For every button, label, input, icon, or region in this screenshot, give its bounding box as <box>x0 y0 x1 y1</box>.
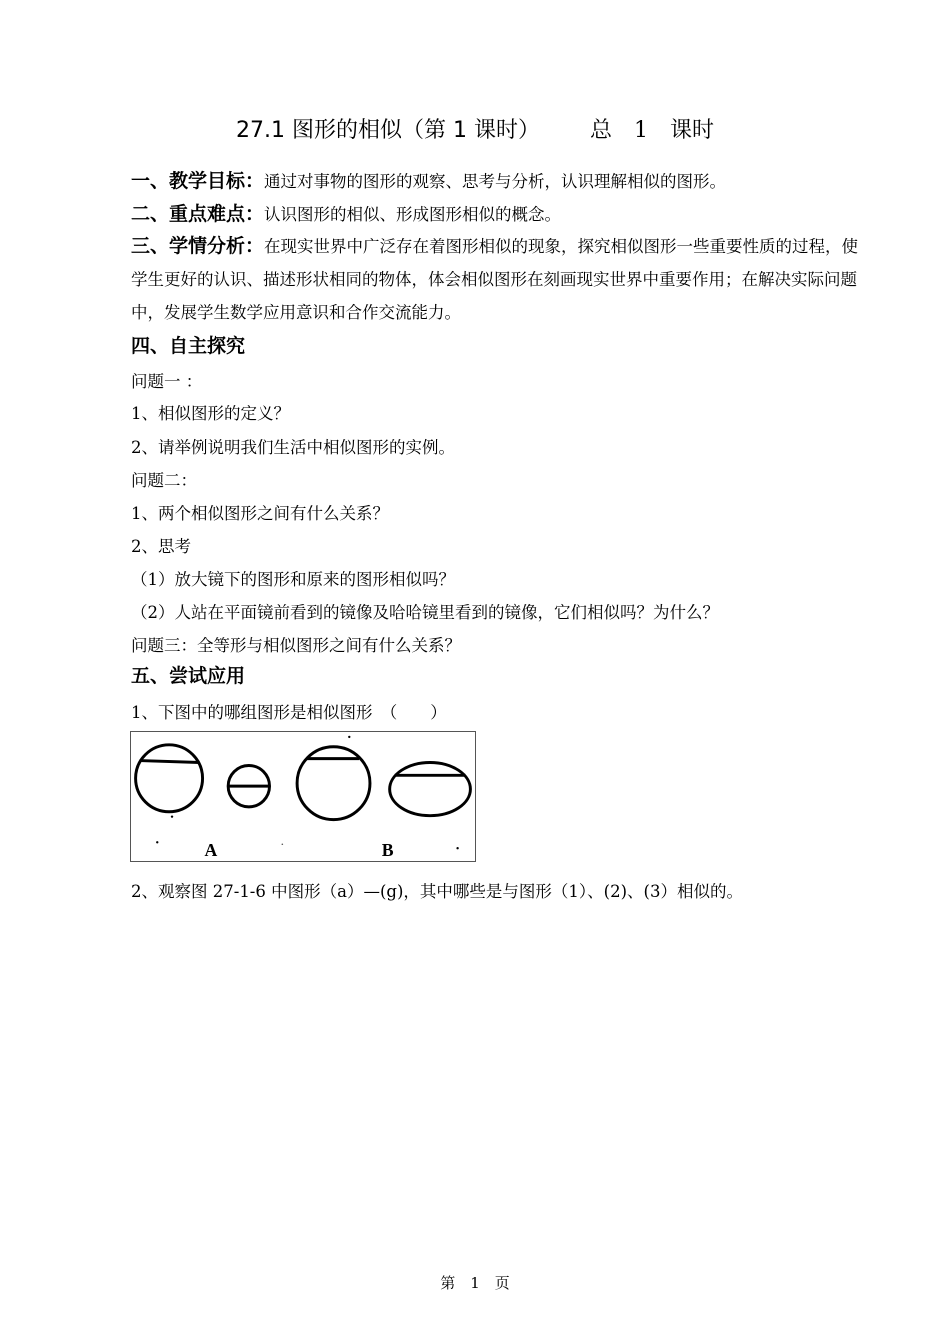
speck <box>156 841 158 843</box>
apply-item-1: 1、下图中的哪组图形是相似图形 （ ） <box>131 703 447 722</box>
speck <box>171 816 173 818</box>
figure-label-a: A <box>204 840 218 861</box>
section-situation-analysis <box>131 230 873 329</box>
question-three: 问题三：全等形与相似图形之间有什么关系？ <box>131 636 461 655</box>
figure-a-large-circle <box>136 745 203 812</box>
section-text: 在现实世界中广泛存在着图形相似的现象，探究相似图形一些重要性质的过程，使学生更好的认识、描述形状相同的物体，体会相似图形在刻画现实世界中重要作用；在解决实际问题中，发展学生数学应用意识和合作交流能力。 <box>131 237 859 322</box>
figures-svg <box>131 732 475 861</box>
question-two-item-2: 2、思考 <box>131 537 191 556</box>
section-text: 通过对事物的图形的观察、思考与分析，认识理解相似的图形。 <box>264 172 727 191</box>
speck <box>348 736 350 738</box>
question-one-item-1: 1、相似图形的定义？ <box>131 404 290 423</box>
question-two-item-1: 1、两个相似图形之间有什么关系？ <box>131 504 389 523</box>
question-one-title: 问题一 ： <box>131 372 203 391</box>
figure-a-large-chord <box>140 761 200 763</box>
section-explore-heading: 四、自主探究 <box>131 335 246 357</box>
section-text: 认识图形的相似、形成图形相似的概念。 <box>264 205 562 224</box>
question-two-title: 问题二： <box>131 471 197 490</box>
page-number: 第 1 页 <box>440 1274 510 1292</box>
figure-b-ellipse <box>390 763 471 816</box>
speck <box>456 847 458 849</box>
apply-item-2: 2、观察图 27-1-6 中图形（a）—(g)，其中哪些是与图形（1）、(2)、(3）相似的。 <box>131 882 743 901</box>
section-apply-heading: 五、尝试应用 <box>131 665 246 687</box>
figure-label-b: B <box>381 840 394 861</box>
section-label: 一、教学目标： <box>131 170 265 192</box>
section-teaching-goal <box>131 172 726 191</box>
similar-figures-illustration <box>130 731 476 862</box>
title-main: 27.1 图形的相似（第 1 课时） <box>236 118 540 143</box>
question-two-sub-2: （2）人站在平面镜前看到的镜像及哈哈镜里看到的镜像，它们相似吗？为什么？ <box>131 603 719 622</box>
question-one-item-2: 2、请举例说明我们生活中相似图形的实例。 <box>131 438 455 457</box>
speck <box>282 843 284 845</box>
section-label: 二、重点难点： <box>131 203 265 225</box>
question-two-sub-1: （1）放大镜下的图形和原来的图形相似吗？ <box>131 570 455 589</box>
page-title <box>0 113 950 144</box>
section-key-points <box>131 205 561 224</box>
title-total-hours: 总 1 课时 <box>589 118 714 143</box>
section-label: 三、学情分析： <box>131 235 265 257</box>
